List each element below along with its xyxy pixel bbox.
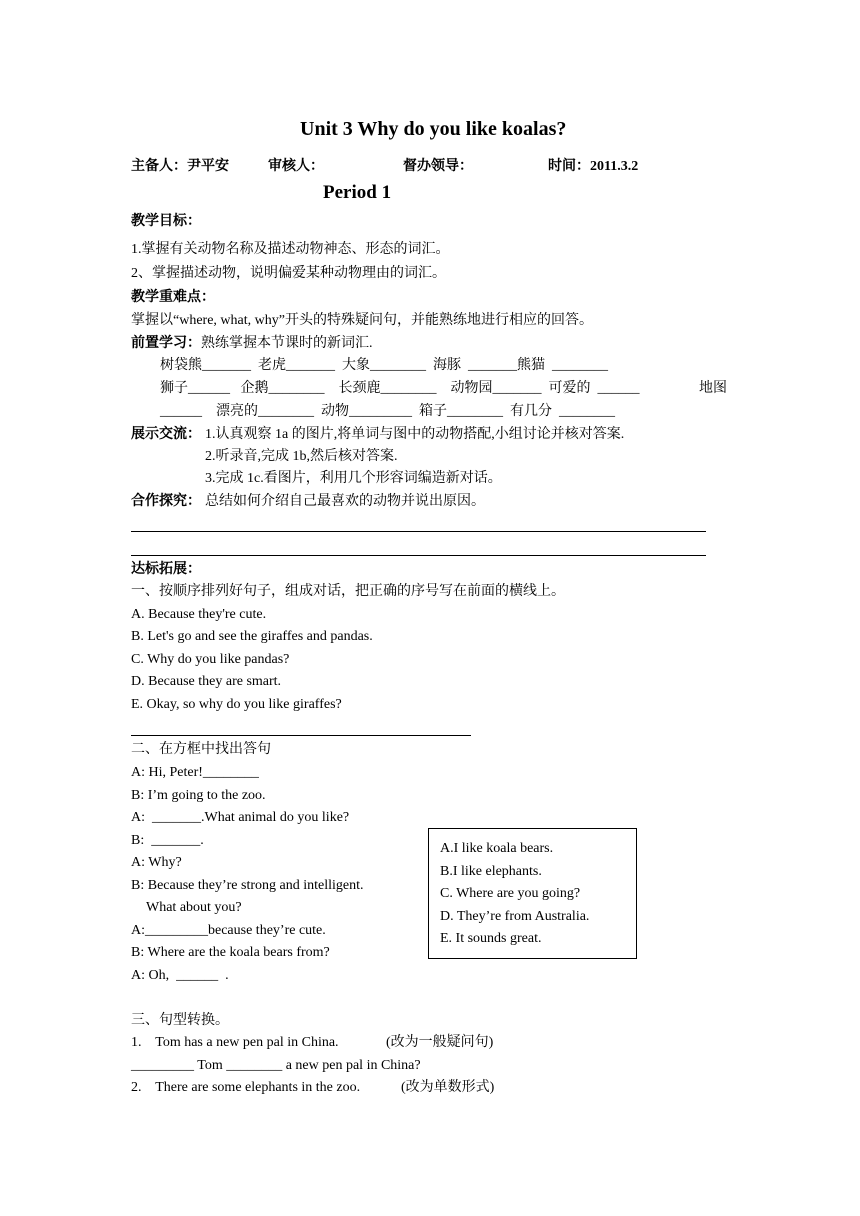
transform-note: (改为一般疑问句) <box>386 1035 494 1050</box>
date: 时间：2011.3.2 <box>548 159 639 174</box>
part2-instruction: 二、在方框中找出答句 <box>131 742 271 757</box>
dialog-line: A: Oh, ______ . <box>131 968 229 983</box>
period-heading: Period 1 <box>323 182 392 203</box>
dialog-line: B: I’m going to the zoo. <box>131 788 266 803</box>
reviewer: 审核人： <box>268 159 324 174</box>
display-heading: 展示交流： <box>131 427 201 442</box>
preparer: 主备人：尹平安 <box>131 159 229 174</box>
dialog-line: A: _______.What animal do you like? <box>131 810 350 825</box>
supervisor: 督办领导： <box>403 159 473 174</box>
order-option: A. Because they're cute. <box>131 607 267 622</box>
coop-text: 总结如何介绍自己最喜欢的动物并说出原因。 <box>205 494 485 509</box>
answer-option: B.I like elephants. <box>440 864 542 879</box>
transform-question: 1. Tom has a new pen pal in China. <box>131 1035 339 1050</box>
prestudy-text: 熟练掌握本节课时的新词汇. <box>201 336 373 351</box>
order-answer-line <box>131 735 471 736</box>
answer-option: A.I like koala bears. <box>440 841 554 856</box>
order-option: B. Let's go and see the giraffes and pandas. <box>131 629 373 644</box>
goal-item: 2、掌握描述动物，说明偏爱某种动物理由的词汇。 <box>131 266 446 281</box>
dialog-line: B: Where are the koala bears from? <box>131 945 330 960</box>
vocab-line-2-end: 地图 <box>699 381 727 396</box>
vocab-line-2: 狮子______ 企鹅________ 长颈鹿________ 动物园_______ 可爱的 ______ <box>160 381 640 396</box>
answer-option: E. It sounds great. <box>440 931 542 946</box>
order-option: D. Because they are smart. <box>131 674 282 689</box>
prestudy-heading: 前置学习： <box>131 336 201 351</box>
order-option: C. Why do you like pandas? <box>131 652 290 667</box>
display-item: 1.认真观察 1a 的图片,将单词与图中的动物搭配,小组讨论并核对答案. <box>205 427 625 442</box>
transform-blank: _________ Tom ________ a new pen pal in China? <box>131 1058 421 1073</box>
display-item: 2.听录音,完成 1b,然后核对答案. <box>205 449 398 464</box>
answer-line <box>131 555 706 556</box>
dialog-line: B: Because they’re strong and intelligent. <box>131 878 364 893</box>
dialog-line: What about you? <box>146 900 242 915</box>
dialog-line: A: Hi, Peter!________ <box>131 765 259 780</box>
goals-heading: 教学目标： <box>131 214 201 229</box>
display-item: 3.完成 1c.看图片，利用几个形容词编造新对话。 <box>205 471 502 486</box>
coop-heading: 合作探究： <box>131 494 201 509</box>
vocab-line-1: 树袋熊_______ 老虎_______ 大象________ 海豚 _______熊猫 ________ <box>160 358 608 373</box>
answer-option: D. They’re from Australia. <box>440 909 590 924</box>
keypoints-text: 掌握以“where, what, why”开头的特殊疑问句，并能熟练地进行相应的回答。 <box>131 313 593 328</box>
extension-heading: 达标拓展： <box>131 562 201 577</box>
page-title: Unit 3 Why do you like koalas? <box>300 118 567 140</box>
order-option: E. Okay, so why do you like giraffes? <box>131 697 342 712</box>
transform-note: (改为单数形式) <box>401 1080 495 1095</box>
part3-instruction: 三、句型转换。 <box>131 1013 229 1028</box>
dialog-line: B: _______. <box>131 833 204 848</box>
transform-question: 2. There are some elephants in the zoo. <box>131 1080 361 1095</box>
prestudy-line <box>131 335 373 353</box>
answer-option: C. Where are you going? <box>440 886 581 901</box>
vocab-line-3: ______ 漂亮的________ 动物_________ 箱子________ 有几分 ________ <box>160 404 615 419</box>
keypoints-heading: 教学重难点： <box>131 290 215 305</box>
dialog-line: A:_________because they’re cute. <box>131 923 326 938</box>
goal-item: 1.掌握有关动物名称及描述动物神态、形态的词汇。 <box>131 242 450 257</box>
dialog-line: A: Why? <box>131 855 182 870</box>
part1-instruction: 一、按顺序排列好句子，组成对话，把正确的序号写在前面的横线上。 <box>131 584 565 599</box>
answer-line <box>131 531 706 532</box>
